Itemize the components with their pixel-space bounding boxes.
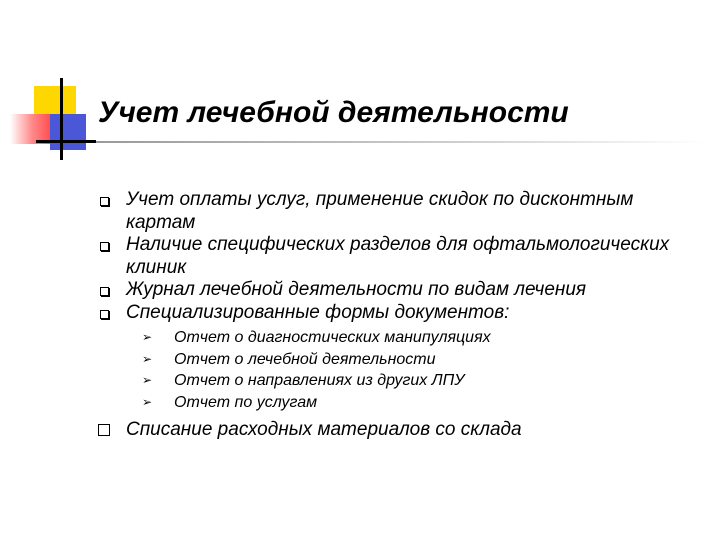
- sub-bullet-item: [142, 392, 688, 414]
- sub-bullet-item: [142, 327, 688, 349]
- bullet-text: Специализированные формы документов:: [126, 301, 510, 323]
- logo-vertical-line: [60, 78, 63, 160]
- square-bullet-icon: [100, 242, 109, 251]
- arrow-bullet-icon: ➢: [142, 373, 153, 387]
- arrow-bullet-icon: ➢: [142, 394, 153, 409]
- bullet-item: [98, 302, 688, 325]
- empty-square-bullet-icon: [98, 424, 110, 436]
- bullet-text: Учет оплаты услуг, применение скидок по дисконтным картам: [126, 189, 634, 233]
- logo-horizontal-line: [36, 140, 96, 143]
- bullet-item: [98, 189, 688, 234]
- bullet-item: [98, 234, 688, 279]
- bullet-text: Наличие специфических разделов для офтальмологических клиник: [126, 234, 670, 278]
- logo-blue-square: [50, 114, 86, 150]
- slide-title: Учет лечебной деятельности: [98, 96, 569, 129]
- sub-bullet-item: [142, 370, 688, 392]
- title-underline: [96, 141, 706, 143]
- sub-bullet-text: Отчет о лечебной деятельности: [174, 350, 436, 368]
- bullet-list: [98, 189, 688, 442]
- square-bullet-icon: [100, 287, 109, 296]
- sub-bullet-item: [142, 349, 688, 371]
- arrow-bullet-icon: ➢: [142, 330, 153, 344]
- sub-bullet-text: Отчет о направлениях из других ЛПУ: [174, 372, 465, 389]
- sub-bullet-text: Отчет о диагностических манипуляциях: [174, 329, 491, 346]
- bullet-text: Списание расходных материалов со склада: [126, 419, 522, 440]
- bullet-item: [98, 279, 688, 302]
- square-bullet-icon: [100, 197, 109, 206]
- square-bullet-icon: [100, 310, 109, 319]
- sub-bullet-text: Отчет по услугам: [174, 393, 318, 411]
- arrow-bullet-icon: ➢: [142, 351, 153, 366]
- bullet-item-last: [98, 419, 688, 442]
- sub-bullet-list: [98, 327, 688, 413]
- bullet-text: Журнал лечебной деятельности по видам лечения: [126, 279, 587, 300]
